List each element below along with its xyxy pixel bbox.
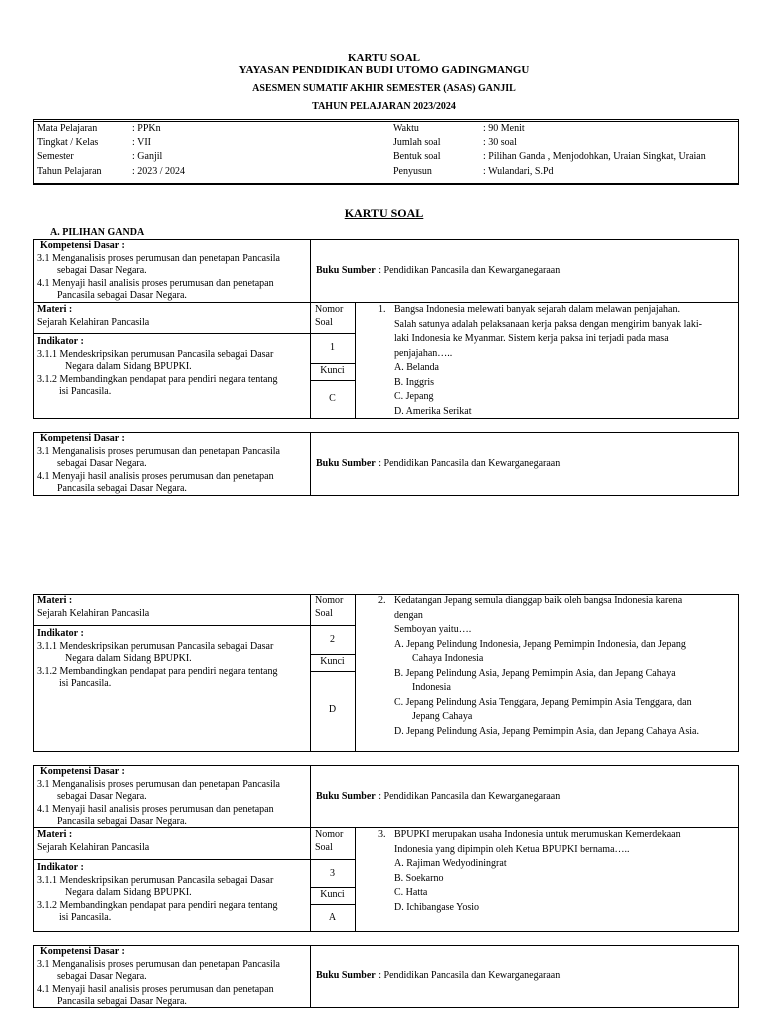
indikator-3: Indikator : 3.1.1 Mendeskripsikan perumusan Pancasila sebagai Dasar Negara dalam Sidang BPUPKI. 3.1.2 Membandingkan pendapat para pendiri negara tentang isi Pancasila. xyxy=(37,862,278,923)
info-class-label: Tingkat / Kelas xyxy=(37,137,99,148)
kd-text-1: Kompetensi Dasar : 3.1 Menganalisis proses perumusan dan penetapan Pancasila sebagai Dasar Negara. 4.1 Menyaji hasil analisis proses perumusan dan penetapan Pancasila sebagai Dasar Negara. xyxy=(37,240,280,301)
answer-key-1: C xyxy=(329,393,336,404)
option-b: B. Soekarno xyxy=(394,872,444,884)
info-author-value: : Wulandari, S.Pd xyxy=(483,166,554,177)
kd-text-2: Kompetensi Dasar : 3.1 Menganalisis proses perumusan dan penetapan Pancasila sebagai Dasar Negara. 4.1 Menyaji hasil analisis proses perumusan dan penetapan Pancasila sebagai Dasar Negara. xyxy=(37,433,280,494)
info-semester-label: Semester xyxy=(37,151,74,162)
nomor-soal-label-3: Nomor Soal xyxy=(315,829,344,853)
indikator-1: Indikator : 3.1.1 Mendeskripsikan perumusan Pancasila sebagai Dasar Negara dalam Sidang BPUPKI. 3.1.2 Membandingkan pendapat para pendiri negara tentang isi Pancasila. xyxy=(37,336,278,397)
question-text-2: Kedatangan Jepang semula dianggap baik oleh bangsa Indonesia karena dengan Semboyan yaitu…. A. Jepang Pelindung Indonesia, Jepang Pemimpin Indonesia, dan Jepang Cahaya Indonesia B. Jepang Pelindung Asia, Jepang Pemimpin Asia, dan Jepang Cahaya Indonesia C. Jepang Pelindung Asia Tenggara, Jepang Pemimpin Asia Tenggara, dan Jepang Cahaya D. Jepang Pelindung Asia, Jepang Pemimpin Asia, dan Jepang Cahaya Asia. xyxy=(394,594,736,739)
question-number-3: 3 xyxy=(330,868,335,879)
nomor-soal-label-1: Nomor Soal xyxy=(315,304,344,328)
question-number-text-3: 3. xyxy=(378,829,386,840)
option-a: A. Belanda xyxy=(394,362,439,373)
question-number-2: 2 xyxy=(330,634,335,645)
info-semester-value: : Ganjil xyxy=(132,151,163,162)
info-count-label: Jumlah soal xyxy=(393,137,441,148)
info-time-value: : 90 Menit xyxy=(483,123,525,134)
buku-sumber-2: Buku Sumber : Pendidikan Pancasila dan Kewarganegaraan xyxy=(316,458,561,469)
option-b: B. Inggris xyxy=(394,376,434,388)
option-b: B. Jepang Pelindung Asia, Jepang Pemimpin Asia, dan Jepang Cahaya xyxy=(394,667,676,679)
materi-3: Materi : Sejarah Kelahiran Pancasila xyxy=(37,829,150,853)
option-d: D. Jepang Pelindung Asia, Jepang Pemimpin Asia, dan Jepang Cahaya Asia. xyxy=(394,725,699,737)
materi-2: Materi : Sejarah Kelahiran Pancasila xyxy=(37,595,150,619)
info-author-label: Penyusun xyxy=(393,166,432,177)
kunci-label-3: Kunci xyxy=(320,889,345,900)
option-d: D. Amerika Serikat xyxy=(394,405,472,417)
buku-sumber-4: Buku Sumber : Pendidikan Pancasila dan Kewarganegaraan xyxy=(316,970,561,981)
buku-sumber-1: Buku Sumber : Pendidikan Pancasila dan Kewarganegaraan xyxy=(316,265,561,276)
info-subject-value: : PPKn xyxy=(132,123,161,134)
option-a: A. Jepang Pelindung Indonesia, Jepang Pemimpin Indonesia, dan Jepang xyxy=(394,638,686,650)
section-title: KARTU SOAL xyxy=(344,206,424,220)
info-class-value: : VII xyxy=(132,137,151,148)
indikator-2: Indikator : 3.1.1 Mendeskripsikan perumusan Pancasila sebagai Dasar Negara dalam Sidang BPUPKI. 3.1.2 Membandingkan pendapat para pendiri negara tentang isi Pancasila. xyxy=(37,628,278,689)
question-number-1: 1 xyxy=(330,342,335,353)
question-text-1: Bangsa Indonesia melewati banyak sejarah dalam melawan penjajahan. Salah satunya adalah pelaksanaan kerja paksa dengan mengirim banyak laki- laki Indonesia ke Myanmar. Sistem kerja paksa ini terjadi pada masa penjajahan….. A. Belanda B. Inggris C. Jepang D. Amerika Serikat xyxy=(394,303,736,419)
header-title: KARTU SOAL xyxy=(347,52,421,64)
answer-key-3: A xyxy=(328,912,337,923)
buku-sumber-3: Buku Sumber : Pendidikan Pancasila dan Kewarganegaraan xyxy=(316,791,561,802)
option-c: C. Jepang Pelindung Asia Tenggara, Jepang Pemimpin Asia Tenggara, dan xyxy=(394,696,692,708)
question-number-text-1: 1. xyxy=(378,304,386,315)
option-d: D. Ichibangase Yosio xyxy=(394,901,479,913)
header-exam: ASESMEN SUMATIF AKHIR SEMESTER (ASAS) GANJIL xyxy=(252,83,516,94)
kd-text-4: Kompetensi Dasar : 3.1 Menganalisis proses perumusan dan penetapan Pancasila sebagai Dasar Negara. 4.1 Menyaji hasil analisis proses perumusan dan penetapan Pancasila sebagai Dasar Negara. xyxy=(37,946,280,1007)
header-year: TAHUN PELAJARAN 2023/2024 xyxy=(312,101,456,112)
info-subject-label: Mata Pelajaran xyxy=(37,123,98,134)
header-school: YAYASAN PENDIDIKAN BUDI UTOMO GADINGMANGU xyxy=(238,64,530,76)
kunci-label-2: Kunci xyxy=(320,656,345,667)
section-a-heading: A. PILIHAN GANDA xyxy=(50,227,145,238)
materi-1: Materi : Sejarah Kelahiran Pancasila xyxy=(37,304,150,328)
question-text-3: BPUPKI merupakan usaha Indonesia untuk merumuskan Kemerdekaan Indonesia yang dipimpin oleh Ketua BPUPKI bernama….. A. Rajiman Wedyodiningrat B. Soekarno C. Hatta D. Ichibangase Yosio xyxy=(394,828,736,915)
info-form-label: Bentuk soal xyxy=(393,151,441,162)
info-count-value: : 30 soal xyxy=(483,137,517,148)
nomor-soal-label-2: Nomor Soal xyxy=(315,595,344,619)
info-year-value: : 2023 / 2024 xyxy=(132,166,186,177)
kunci-label-1: Kunci xyxy=(320,365,345,376)
info-time-label: Waktu xyxy=(393,123,419,134)
answer-key-2: D xyxy=(328,704,337,715)
option-a: A. Rajiman Wedyodiningrat xyxy=(394,858,507,869)
kd-text-3: Kompetensi Dasar : 3.1 Menganalisis proses perumusan dan penetapan Pancasila sebagai Dasar Negara. 4.1 Menyaji hasil analisis proses perumusan dan penetapan Pancasila sebagai Dasar Negara. xyxy=(37,766,280,827)
info-form-value: : Pilihan Ganda , Menjodohkan, Uraian Singkat, Uraian xyxy=(483,151,706,162)
info-year-label: Tahun Pelajaran xyxy=(37,166,102,177)
option-c: C. Jepang xyxy=(394,391,434,402)
question-number-text-2: 2. xyxy=(378,595,386,606)
option-c: C. Hatta xyxy=(394,887,428,898)
